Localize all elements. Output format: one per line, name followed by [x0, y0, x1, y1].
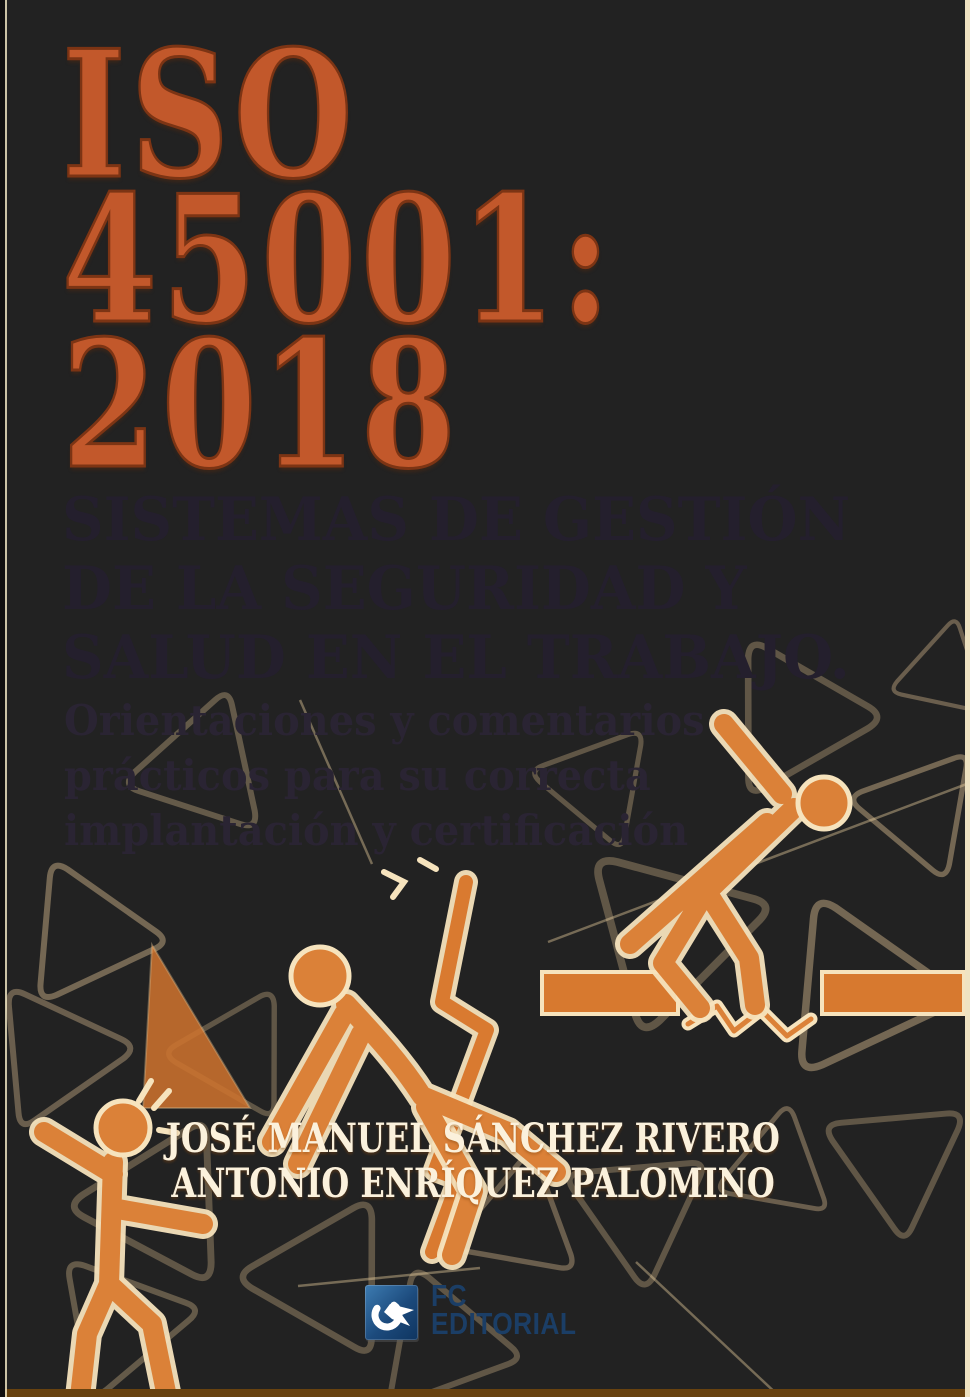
- standard-number-line-1: ISO: [62, 13, 358, 218]
- book-title: [62, 486, 883, 693]
- book-subtitle-line-1: Orientaciones y comentarios: [64, 696, 705, 745]
- publisher-name-line-1: FC: [431, 1278, 467, 1313]
- book-subtitle-line-3: implantación y certificación: [64, 806, 689, 855]
- authors-block: [0, 1116, 946, 1206]
- book-title-line-3: SALUD EN EL TRABAJO.: [62, 623, 850, 693]
- cover-left-edge-highlight: [5, 0, 7, 1397]
- book-subtitle: [64, 693, 738, 858]
- filled-triangle: [143, 945, 250, 1108]
- standard-number: [62, 13, 771, 508]
- publisher-name: [431, 1278, 602, 1341]
- cover-bottom-edge: [0, 1389, 970, 1397]
- publisher-logo: [365, 1278, 602, 1341]
- publisher-name-line-2: EDITORIAL: [431, 1306, 577, 1341]
- author-name: [0, 1116, 946, 1161]
- cover-right-edge: [965, 0, 970, 1397]
- book-title-line-2: DE LA SEGURIDAD Y: [62, 554, 747, 624]
- fc-editorial-logo-icon: [365, 1285, 418, 1340]
- author-name-text: ANTONIO ENRÍQUEZ PALOMINO: [171, 1160, 775, 1207]
- author-name: [0, 1161, 946, 1206]
- standard-number-line-3: 2018: [62, 303, 461, 508]
- book-subtitle-line-2: prácticos para su correcta: [64, 751, 651, 800]
- author-name-text: JOSÉ MANUEL SÁNCHEZ RIVERO: [165, 1115, 781, 1162]
- standard-number-line-2: 45001:: [62, 158, 616, 363]
- bird-swoosh-icon: [365, 1285, 418, 1340]
- book-title-line-1: SISTEMAS DE GESTIÓN: [62, 485, 851, 555]
